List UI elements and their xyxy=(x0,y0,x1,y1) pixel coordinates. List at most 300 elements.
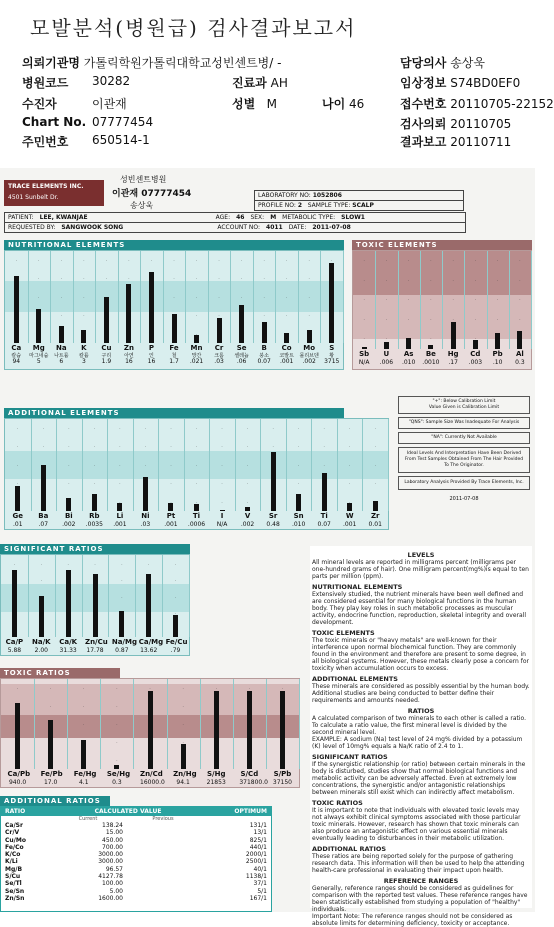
grid-tick: . xyxy=(474,315,477,321)
grid-tick: . xyxy=(363,335,365,341)
toxic-bar xyxy=(406,338,411,349)
nutritional-bar xyxy=(149,272,154,343)
grid-tick: . xyxy=(148,561,150,566)
additional-bar xyxy=(322,473,327,511)
add-ratio-row xyxy=(1,895,271,902)
grid-tick: . xyxy=(215,685,217,690)
additional-bar xyxy=(296,494,301,511)
additional-label: W xyxy=(345,512,354,520)
add-ratio-row xyxy=(1,858,271,865)
grid-tick: . xyxy=(221,425,223,430)
additional-bar xyxy=(271,452,276,511)
additional-value: .010 xyxy=(291,521,306,528)
nutritional-header: NUTRITIONAL ELEMENTS xyxy=(4,240,344,250)
nutritional-korean: 인 xyxy=(149,353,154,359)
explanation-text xyxy=(310,546,532,927)
toxic-label: Pb xyxy=(492,350,503,358)
additional-grid xyxy=(4,418,389,530)
grid-tick: . xyxy=(50,703,52,708)
grid-tick: . xyxy=(474,276,477,282)
grid-tick: . xyxy=(385,257,388,262)
add-ratio-value: 100.00 xyxy=(102,880,123,888)
grid-tick: . xyxy=(83,312,85,318)
grid-tick: . xyxy=(17,425,19,430)
grid-tick: . xyxy=(182,739,184,744)
grid-tick: . xyxy=(60,312,62,318)
report-value: 20110711 xyxy=(450,135,512,149)
grid-tick: . xyxy=(218,257,220,262)
report-row xyxy=(400,133,511,150)
grid-tick: . xyxy=(121,593,123,599)
toxic_ratios-bar xyxy=(15,703,20,769)
significant-value: .79 xyxy=(170,647,181,654)
rp-patient: LEE, KWANJAE xyxy=(39,214,88,221)
important-text: Important Note: The reference ranges should not be considered as absolute limits for determining deficiency, toxicity or acceptance. xyxy=(312,913,513,927)
significant-bar xyxy=(146,574,151,637)
additional-bar xyxy=(92,494,97,511)
toxr-text: It is important to note that individuals with elevated toxic levels may not always exhibit clinical symptoms associated with those particular toxic minerals. However, research has shown that toxic minerals can also produce an antagonistic effect on various essential minerals eventually leading to disturbances in their metabolic utilization. xyxy=(312,807,521,842)
rp-date: 2011-07-08 xyxy=(312,224,351,231)
grid-tick: . xyxy=(170,425,172,430)
grid-tick: . xyxy=(67,561,69,566)
nutritional-korean: 칼슘 xyxy=(11,353,22,359)
nutritional-bar xyxy=(36,309,41,343)
grid-tick: . xyxy=(286,312,288,318)
grid-tick: . xyxy=(218,275,220,281)
toxic_ratios-value: 94.1 xyxy=(176,779,190,786)
legend-line-2: Value Given is Calibration Limit xyxy=(428,405,500,410)
toxic-grid xyxy=(352,250,532,370)
nutritional-label: B xyxy=(261,344,267,352)
toxic_ratios-bar xyxy=(148,691,153,769)
grid-tick: . xyxy=(174,577,177,583)
grid-tick: . xyxy=(16,685,19,690)
lab-name: TRACE ELEMENTS INC. xyxy=(8,183,84,190)
nutritional-label: Fe xyxy=(169,344,179,352)
grid-tick: . xyxy=(83,275,85,281)
grid-tick: . xyxy=(93,480,95,486)
add-ratio-name: Cr/V xyxy=(5,829,20,837)
additional-value: 0.48 xyxy=(266,521,280,528)
addl-heading: ADDITIONAL ELEMENTS xyxy=(312,675,398,683)
grid-tick: . xyxy=(363,276,365,282)
toxic-label: U xyxy=(383,350,390,358)
grid-tick: . xyxy=(173,257,175,262)
add-ratio-row xyxy=(1,844,271,851)
clinical-value: S74BD0EF0 xyxy=(450,76,521,90)
grid-tick: . xyxy=(195,461,198,467)
toxic-value: .0010 xyxy=(422,359,440,366)
nutritional-bar xyxy=(172,314,177,343)
grid-tick: . xyxy=(240,275,243,281)
grid-tick: . xyxy=(349,425,351,430)
add-ratio-optimum: 13/1 xyxy=(253,829,267,837)
grid-tick: . xyxy=(323,443,325,449)
add-ratio-row xyxy=(1,829,271,836)
nutritional-label: Zn xyxy=(123,344,134,352)
nutritional-korean: 마그네슘 xyxy=(29,353,49,359)
toxic_ratios-value: 21853 xyxy=(206,779,226,786)
grid-column-line xyxy=(299,679,300,769)
grid-tick: . xyxy=(221,480,223,486)
nutritional-value: 16 xyxy=(147,358,156,365)
col-calc: CALCULATED VALUE xyxy=(94,808,162,815)
grid-tick: . xyxy=(246,498,249,504)
grid-tick: . xyxy=(281,685,284,690)
significant-bar xyxy=(173,615,178,637)
grid-tick: . xyxy=(128,275,130,281)
nutritional-bar xyxy=(126,284,131,343)
grid-tick: . xyxy=(374,461,376,467)
chart-value: 07777454 xyxy=(92,115,154,129)
col-opt: OPTIMUM xyxy=(234,808,267,815)
grid-tick: . xyxy=(452,276,454,282)
add-ratio-value: 15.00 xyxy=(105,829,123,837)
grid-tick: . xyxy=(474,296,477,302)
nutritional-value: .001 xyxy=(279,358,294,365)
report-label: 결과보고 xyxy=(400,135,447,149)
request-value: 20110705 xyxy=(450,117,512,131)
nutritional-korean: 황 xyxy=(329,353,335,359)
significant-value: 17.78 xyxy=(86,647,104,654)
grid-tick: . xyxy=(221,498,223,504)
nutri-text: Extensively studied, the nutrient minerals have been well defined and are considered essential for many biological functions in the human body. They play key roles in such metabolic processes as muscular activity, endocrine function, reproduction, skeletal integrity and overall development. xyxy=(312,591,527,626)
sex-row xyxy=(232,95,277,112)
grid-tick: . xyxy=(105,257,108,262)
lab-no: 1052806 xyxy=(312,192,342,199)
rp-age-label: AGE: xyxy=(215,214,231,221)
toxic_ratios-label: Zn/Cd xyxy=(140,770,163,778)
grid-tick: . xyxy=(385,335,388,341)
toxic_ratios-label: Fe/Pb xyxy=(40,770,63,778)
doctor-value: 송상욱 xyxy=(450,56,485,70)
lab-logo xyxy=(4,180,104,206)
grid-tick: . xyxy=(519,315,521,321)
grid-tick: . xyxy=(218,293,220,299)
grid-tick: . xyxy=(297,425,300,430)
add-ratio-optimum: 2500/1 xyxy=(245,858,267,866)
grid-tick: . xyxy=(195,275,198,281)
example-text: EXAMPLE: A sodium (Na) test level of 24 mg% divided by a potassium (K) level of 10mg% equals a Na/K ratio of 2.4 to 1. xyxy=(312,736,523,750)
grid-tick: . xyxy=(263,312,265,318)
toxic_ratios-value: 17.0 xyxy=(43,779,58,786)
rp-date-label: DATE: xyxy=(288,224,307,231)
toxic_ratios-label: Fe/Hg xyxy=(73,770,97,778)
additional-label: V xyxy=(244,512,251,520)
nutritional-korean: 몰리브덴 xyxy=(299,353,319,359)
grid-tick: . xyxy=(407,296,410,302)
toxic_ratios-bar xyxy=(214,691,219,769)
grid-tick: . xyxy=(263,275,265,281)
nutritional-korean: 나트륨 xyxy=(54,353,69,359)
additional-label: Sn xyxy=(293,512,304,520)
add-ratio-value: 450.00 xyxy=(102,836,123,844)
grid-tick: . xyxy=(119,443,121,449)
grid-tick: . xyxy=(195,443,198,449)
add-ratio-name: K/Co xyxy=(5,851,21,859)
nutritional-label: Se xyxy=(236,344,247,352)
additional-ratios-header: ADDITIONAL RATIOS xyxy=(0,796,110,806)
additional-value: .01 xyxy=(12,521,23,528)
grid-tick: . xyxy=(83,721,85,726)
grid-tick: . xyxy=(246,461,249,467)
grid-column-line xyxy=(388,419,389,511)
add-ratio-row xyxy=(1,851,271,858)
grid-tick: . xyxy=(93,425,95,430)
add-ratio-optimum: 40/1 xyxy=(253,865,267,873)
grid-tick: . xyxy=(430,315,432,321)
grid-tick: . xyxy=(40,561,42,566)
additional-bar xyxy=(347,503,352,511)
significant-label: Ca/K xyxy=(59,638,78,646)
toxic-bar xyxy=(384,342,389,349)
grid-tick: . xyxy=(430,296,432,302)
grid-tick: . xyxy=(94,561,96,566)
col-ratio: RATIO xyxy=(5,808,26,815)
age-label: 나이 xyxy=(322,97,346,111)
nutritional-value: 16 xyxy=(125,358,133,365)
grid-tick: . xyxy=(121,577,123,583)
add-ratio-value: 3000.00 xyxy=(98,858,123,866)
addr-heading: ADDITIONAL RATIOS xyxy=(312,845,387,853)
sample-label: SAMPLE TYPE: xyxy=(307,202,351,209)
grid-tick: . xyxy=(40,577,42,583)
grid-tick: . xyxy=(519,257,521,262)
grid-tick: . xyxy=(170,443,172,449)
significant-label: Ca/P xyxy=(5,638,24,646)
dept-label: 진료과 xyxy=(232,76,267,90)
nutritional-bar xyxy=(81,330,86,343)
nutritional-grid xyxy=(4,250,344,370)
grid-tick: . xyxy=(349,461,351,467)
grid-tick: . xyxy=(246,443,249,449)
toxic-ratios-header: TOXIC RATIOS xyxy=(0,668,120,678)
additional-label: Ba xyxy=(38,512,49,520)
toxic-bar xyxy=(428,345,433,350)
grid-tick: . xyxy=(248,685,250,690)
toxic-value: .010 xyxy=(401,359,416,366)
ref-heading: REFERENCE RANGES xyxy=(383,877,459,885)
additional-ratios-table xyxy=(0,806,272,912)
grid-tick: . xyxy=(407,257,410,262)
legend-line-4: "NA": Currently Not Available xyxy=(398,432,530,444)
dept-row xyxy=(232,74,288,91)
grid-tick: . xyxy=(297,461,300,467)
grid-tick: . xyxy=(308,312,310,318)
additional-bar xyxy=(168,503,173,511)
toxic-value: N/A xyxy=(358,359,370,366)
nutritional-korean: 구리 xyxy=(101,353,112,359)
toxic-value: .006 xyxy=(379,359,394,366)
hospcode-row xyxy=(22,74,68,91)
receipt-label: 접수번호 xyxy=(400,97,447,111)
grid-tick: . xyxy=(174,561,177,566)
nutritional-value: 1.7 xyxy=(169,358,179,365)
grid-tick: . xyxy=(195,330,198,336)
toxic-value: .17 xyxy=(448,359,458,366)
significant-value: 5.88 xyxy=(7,647,22,654)
col-current: Current xyxy=(78,816,98,822)
toxic-text: The toxic minerals or "heavy metals" are well-known for their interference upon normal biochemical function. They are commonly found in the environment and therefore are present to some degree, in all biological systems. However, these metals clearly pose a concern for toxicity when accumulation occurs to excess. xyxy=(312,637,529,672)
additional-value: 0.01 xyxy=(368,521,382,528)
grid-tick: . xyxy=(42,443,44,449)
nutritional-value: 1.9 xyxy=(101,358,112,365)
grid-tick: . xyxy=(430,276,432,282)
grid-tick: . xyxy=(407,276,410,282)
rp-age: 46 xyxy=(236,214,245,221)
additional-value: N/A xyxy=(216,521,228,528)
grid-tick: . xyxy=(83,685,85,690)
significant-bar xyxy=(12,570,17,637)
grid-tick: . xyxy=(174,610,177,616)
grid-tick: . xyxy=(116,703,118,708)
nutritional-value: 6 xyxy=(59,358,64,365)
add-ratio-value: 5.00 xyxy=(109,887,123,895)
toxic-ratios-grid xyxy=(0,678,300,788)
grid-tick: . xyxy=(349,480,351,486)
significant-label: Fe/Cu xyxy=(165,638,188,646)
grid-tick: . xyxy=(195,257,198,262)
additional-label: Ti xyxy=(320,512,328,520)
grid-tick: . xyxy=(173,275,175,281)
nutritional-label: K xyxy=(81,344,87,352)
toxic_ratios-bar xyxy=(247,691,252,769)
grid-tick: . xyxy=(452,257,454,262)
handwritten-patient: 이관재 07777454 xyxy=(112,189,192,199)
add-ratio-name: S/Cu xyxy=(5,873,21,881)
add-ratio-value: 138.24 xyxy=(102,822,123,829)
ratios-heading: RATIOS xyxy=(407,707,435,715)
additional-value: .03 xyxy=(140,521,151,528)
nutritional-korean: 철 xyxy=(171,353,177,359)
grid-tick: . xyxy=(430,335,432,341)
age-value: 46 xyxy=(349,97,365,111)
add-ratio-value: 4127.78 xyxy=(98,873,123,881)
laboratory-note: Laboratory Analysis Provided By Trace Elements, Inc. xyxy=(398,476,530,490)
request-row xyxy=(400,115,511,132)
nutritional-korean: 붕소 xyxy=(259,353,269,359)
toxic_ratios-label: S/Pb xyxy=(273,770,292,778)
patient-value: 이관재 xyxy=(92,97,127,111)
grid-tick: . xyxy=(496,315,499,321)
significant-label: Zn/Cu xyxy=(85,638,108,646)
grid-tick: . xyxy=(474,257,477,262)
additional-bar xyxy=(15,486,20,511)
significant-label: Ca/Mg xyxy=(138,638,164,646)
rp-metabolic: SLOW1 xyxy=(341,214,365,221)
additional-value: .07 xyxy=(38,521,49,528)
rp-requested: SANGWOOK SONG xyxy=(61,224,124,231)
additional-value: .0035 xyxy=(85,521,103,528)
grid-tick: . xyxy=(119,480,121,486)
toxic_ratios-bar xyxy=(181,744,186,769)
grid-tick: . xyxy=(182,721,184,726)
nutritional-label: Ca xyxy=(11,344,22,352)
grid-tick: . xyxy=(308,257,310,262)
chart-row xyxy=(22,115,86,129)
nutritional-korean: 셀레늄 xyxy=(234,353,249,359)
receipt-row xyxy=(400,95,554,112)
nutritional-bar xyxy=(59,326,64,343)
rp-patient-label: PATIENT: xyxy=(8,214,34,221)
add-ratio-value: 3000.00 xyxy=(98,851,123,859)
add-ratio-optimum: 2000/1 xyxy=(245,851,267,859)
toxic_ratios-label: Se/Hg xyxy=(106,770,131,778)
add-ratio-value: 700.00 xyxy=(102,843,123,851)
grid-tick: . xyxy=(17,443,19,449)
patient-row xyxy=(22,95,57,112)
grid-tick: . xyxy=(182,703,184,708)
grid-tick: . xyxy=(195,498,198,504)
grid-tick: . xyxy=(42,425,44,430)
nutritional-bar xyxy=(284,333,289,343)
nutri-heading: NUTRITIONAL ELEMENTS xyxy=(312,583,403,591)
nutritional-value: 5 xyxy=(36,358,41,365)
nutritional-label: S xyxy=(329,344,335,352)
rp-sex: M xyxy=(270,214,277,221)
nutritional-bar xyxy=(14,276,19,343)
grid-tick: . xyxy=(221,461,223,467)
doctor-label: 담당의사 xyxy=(400,56,447,70)
grid-tick: . xyxy=(363,257,365,262)
additional-label: Pt xyxy=(166,512,176,520)
grid-tick: . xyxy=(93,443,95,449)
hospcode-label: 병원코드 xyxy=(22,76,69,90)
patient-info-bar xyxy=(4,212,466,233)
handwritten-doctor: 송상욱 xyxy=(130,201,154,210)
toxic-value: .003 xyxy=(468,359,483,366)
grid-tick: . xyxy=(272,443,274,449)
grid-tick: . xyxy=(374,480,376,486)
toxic_ratios-value: 37150 xyxy=(272,779,292,786)
grid-tick: . xyxy=(13,561,16,566)
add-ratio-optimum: 1138/1 xyxy=(245,873,267,881)
legend-line-1: "+": Below Calibration Limit xyxy=(432,399,496,404)
grid-column-line xyxy=(189,555,190,637)
grid-tick: . xyxy=(121,561,123,566)
toxic_ratios-label: Zn/Hg xyxy=(173,770,197,778)
levels-heading: LEVELS xyxy=(407,551,435,559)
grid-tick: . xyxy=(17,461,19,467)
add-ratio-name: Fe/Co xyxy=(5,843,24,851)
grid-tick: . xyxy=(496,276,499,282)
nutritional-value: .021 xyxy=(189,358,204,365)
grid-tick: . xyxy=(308,293,310,299)
toxic-value: .10 xyxy=(492,359,503,366)
additional-value: .002 xyxy=(62,521,76,528)
grid-tick: . xyxy=(407,315,410,321)
nutritional-bar xyxy=(307,330,312,343)
add-ratio-optimum: 5/1 xyxy=(257,887,267,895)
toxic-label: Be xyxy=(425,350,436,358)
grid-tick: . xyxy=(182,685,184,690)
add-ratio-name: Zn/Sn xyxy=(5,894,25,902)
grid-tick: . xyxy=(286,257,288,262)
toxic-header: TOXIC ELEMENTS xyxy=(352,240,532,250)
additional-label: Ti xyxy=(192,512,201,520)
grid-tick: . xyxy=(496,257,499,262)
rp-metabolic-label: METABOLIC TYPE: xyxy=(282,214,336,221)
profile-label: PROFILE NO: xyxy=(258,202,296,209)
grid-tick: . xyxy=(128,257,130,262)
grid-tick: . xyxy=(60,293,62,299)
ref-text: Generally, reference ranges should be considered as guidelines for comparison with the reported test values. These reference ranges have been statistically established from studying a population of "healthy" individuals. xyxy=(312,885,528,913)
grid-tick: . xyxy=(170,461,172,467)
grid-tick: . xyxy=(297,480,300,486)
grid-tick: . xyxy=(144,461,147,467)
toxic-bar xyxy=(451,322,456,349)
toxic_ratios-value: 0.3 xyxy=(112,779,122,786)
